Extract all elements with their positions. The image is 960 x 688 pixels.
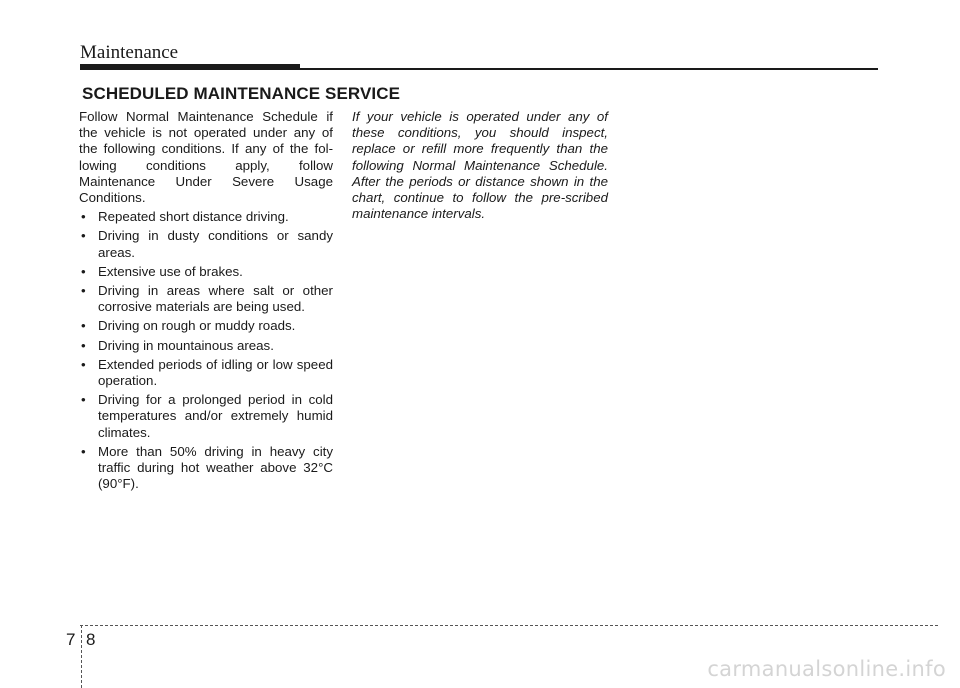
conditions-list — [79, 209, 333, 492]
bullet-icon: • — [81, 209, 86, 225]
list-item-text: Driving on rough or muddy roads. — [98, 318, 296, 334]
footer-dashed-rule — [80, 625, 938, 626]
list-item-text: Extensive use of brakes. — [98, 263, 243, 279]
bullet-icon: • — [81, 392, 86, 408]
list-item — [79, 392, 333, 441]
list-item-text: Driving in mountainous areas. — [98, 337, 274, 353]
bullet-icon: • — [81, 318, 86, 334]
watermark: carmanualsonline.info — [707, 657, 946, 681]
running-head: Maintenance — [80, 42, 179, 63]
right-column — [352, 109, 608, 225]
chapter-number: 7 — [66, 630, 76, 649]
intro-paragraph: Follow Normal Maintenance Schedule if the vehicle is not operated under any of the following conditions. If any of the fol-lowing conditions apply, follow Maintenance Under Severe Usage Conditions. — [79, 109, 333, 206]
list-item-text: Repeated short distance driving. — [98, 209, 289, 225]
list-item — [79, 318, 333, 334]
bullet-icon: • — [81, 228, 86, 244]
bullet-icon: • — [81, 263, 86, 279]
section-title: SCHEDULED MAINTENANCE SERVICE — [82, 84, 401, 103]
bullet-icon: • — [81, 283, 86, 299]
severe-usage-note: If your vehicle is operated under any of these conditions, you should inspect, replace or refill more frequently than the following Normal Maintenance Schedule. After the periods or distance shown in the chart, continue to follow the pre-scribed maintenance intervals. — [352, 109, 608, 222]
page-number: 8 — [86, 630, 96, 649]
list-item — [79, 264, 333, 280]
list-item — [79, 357, 333, 389]
footer-dashed-divider — [81, 625, 82, 688]
list-item — [79, 444, 333, 493]
list-item-text: Driving in dusty conditions or sandy areas. — [98, 228, 333, 260]
list-item-text: Extended periods of idling or low speed operation. — [98, 356, 333, 389]
bullet-icon: • — [81, 356, 86, 372]
bullet-icon: • — [81, 337, 86, 353]
list-item-text: Driving in areas where salt or other corrosive materials are being used. — [98, 283, 333, 315]
list-item-text: More than 50% driving in heavy city traffic during hot weather above 32°C (90°F). — [98, 443, 333, 492]
left-column — [79, 109, 333, 495]
list-item — [79, 228, 333, 260]
header-rule-thin — [300, 68, 878, 70]
list-item-text: Driving for a prolonged period in cold temperatures and/or extremely humid climates. — [98, 392, 333, 440]
header-rule-thick — [80, 64, 300, 70]
list-item — [79, 283, 333, 315]
list-item — [79, 209, 333, 225]
bullet-icon: • — [81, 443, 86, 459]
list-item — [79, 338, 333, 354]
